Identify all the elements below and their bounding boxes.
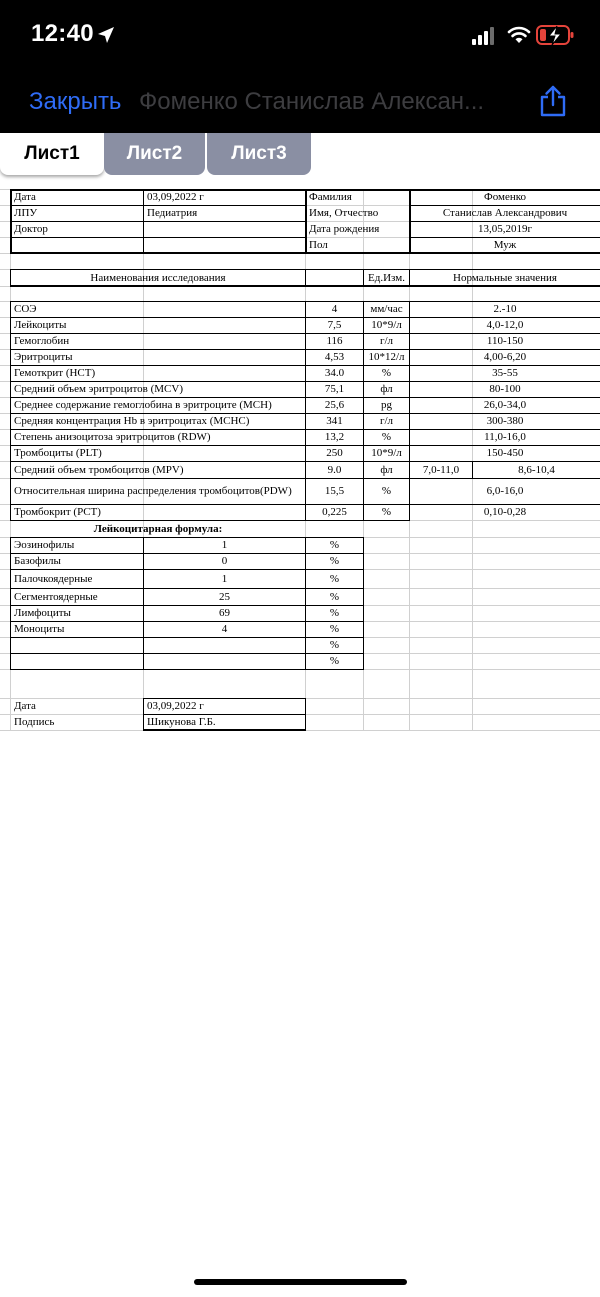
cell-border — [305, 698, 306, 731]
formula-row — [0, 621, 600, 637]
test-name[interactable]: Средний объем тромбоцитов (MPV) — [14, 463, 184, 476]
cell-border — [363, 269, 364, 286]
cell-border — [409, 269, 410, 286]
test-name[interactable]: Относительная ширина распределения тромбоцитов(PDW) — [14, 485, 292, 497]
test-value[interactable]: 116 — [326, 335, 343, 347]
formula-unit[interactable]: % — [329, 555, 340, 567]
cellular-signal-icon — [472, 27, 498, 45]
formula-row — [0, 537, 600, 553]
test-row — [0, 349, 600, 365]
test-name[interactable]: Эритроциты — [14, 351, 73, 363]
test-row — [0, 301, 600, 317]
header-value[interactable] — [144, 221, 305, 237]
cell-border — [10, 569, 364, 570]
formula-value[interactable]: 4 — [221, 623, 228, 635]
test-row — [0, 445, 600, 461]
formula-name[interactable] — [11, 653, 143, 669]
cell-border — [10, 269, 11, 286]
header-value[interactable]: 13,05,2019г — [477, 223, 532, 235]
header-label[interactable]: Имя, Отчество — [309, 207, 379, 219]
test-unit[interactable]: pg — [381, 399, 392, 411]
formula-row — [0, 553, 600, 569]
test-row — [0, 365, 600, 381]
formula-value[interactable] — [144, 637, 305, 653]
footer-label[interactable]: Дата — [14, 700, 36, 712]
formula-name[interactable]: Сегментоядерные — [14, 590, 98, 603]
cell-border — [143, 714, 306, 715]
formula-value[interactable]: 25 — [219, 590, 230, 603]
test-row — [0, 461, 600, 478]
footer-label[interactable]: Подпись — [14, 716, 55, 728]
formula-value[interactable] — [144, 653, 305, 669]
top-bar — [0, 0, 600, 133]
formula-unit[interactable]: % — [329, 607, 340, 619]
test-row — [0, 429, 600, 445]
test-name[interactable]: Лейкоциты — [14, 319, 67, 331]
cell-border — [10, 653, 364, 654]
test-value[interactable]: 25,6 — [324, 399, 345, 411]
test-row — [0, 397, 600, 413]
header-label[interactable]: ЛПУ — [14, 207, 38, 219]
header-value[interactable]: Муж — [493, 239, 517, 251]
formula-title[interactable]: Лейкоцитарная формула: — [93, 522, 223, 535]
formula-value[interactable]: 1 — [221, 539, 228, 551]
formula-row — [0, 653, 600, 669]
column-header-name[interactable]: Наименования исследования — [90, 272, 226, 284]
test-norm[interactable]: 110-150 — [486, 335, 524, 347]
test-name[interactable]: СОЭ — [14, 303, 37, 315]
footer-value[interactable]: 03,09,2022 г — [147, 700, 204, 712]
cell-border — [10, 553, 364, 554]
cell-border — [10, 588, 364, 589]
test-value[interactable]: 341 — [326, 415, 343, 427]
cell-border — [409, 237, 600, 238]
test-value[interactable]: 0,225 — [322, 506, 347, 518]
test-norm[interactable]: 8,6-10,4 — [518, 463, 555, 476]
cell-border — [10, 669, 364, 670]
test-unit[interactable]: % — [381, 367, 392, 379]
test-norm[interactable]: 11,0-16,0 — [484, 431, 526, 443]
tab-sheet1[interactable]: Лист1 — [0, 133, 104, 175]
column-header-row — [0, 270, 600, 286]
formula-unit[interactable]: % — [329, 655, 340, 667]
test-unit[interactable]: % — [381, 431, 392, 443]
test-unit[interactable]: фл — [380, 463, 393, 476]
test-name[interactable]: Средняя концентрация Hb в эритроцитах (MCHC) — [14, 415, 250, 427]
header-value[interactable]: Станислав Александрович — [442, 207, 568, 219]
formula-value[interactable]: 69 — [219, 607, 230, 619]
test-norm[interactable]: 4,0-12,0 — [486, 319, 524, 331]
header-label[interactable]: Дата рождения — [309, 223, 380, 235]
test-value[interactable]: 9.0 — [327, 463, 342, 476]
header-label[interactable]: Пол — [309, 239, 328, 251]
formula-row — [0, 637, 600, 653]
cell-border — [363, 301, 364, 520]
header-row — [0, 237, 600, 253]
wifi-icon — [506, 25, 532, 45]
cell-border — [10, 205, 306, 206]
footer-value[interactable]: Шикунова Г.Б. — [147, 716, 216, 728]
test-name[interactable]: Тромбокрит (PCT) — [14, 506, 101, 518]
cell-border — [472, 461, 473, 478]
formula-title-row — [0, 520, 600, 537]
header-label[interactable] — [11, 237, 143, 253]
formula-unit[interactable]: % — [329, 539, 340, 551]
test-norm[interactable]: 80-100 — [489, 383, 521, 395]
cell-border — [305, 537, 306, 670]
test-value[interactable]: 4,53 — [324, 351, 345, 363]
test-unit[interactable]: 10*12/л — [368, 351, 405, 363]
share-icon[interactable] — [538, 84, 568, 118]
document-title: Фоменко Станислав Алексан... — [139, 88, 485, 115]
test-value[interactable]: 13,2 — [324, 431, 345, 443]
test-norm[interactable]: 150-450 — [486, 447, 524, 459]
test-name[interactable]: Тромбоциты (PLT) — [14, 447, 102, 459]
test-value[interactable]: 4 — [331, 303, 338, 315]
test-norm[interactable]: 26,0-34,0 — [483, 399, 527, 411]
header-label[interactable]: Фамилия — [309, 191, 352, 203]
cell-border — [409, 205, 600, 206]
footer-row — [0, 698, 600, 714]
test-row — [0, 333, 600, 349]
header-value[interactable]: Педиатрия — [147, 207, 198, 219]
close-button[interactable]: Закрыть — [29, 88, 122, 115]
test-row — [0, 478, 600, 504]
formula-name[interactable]: Палочкоядерные — [14, 572, 93, 585]
test-name[interactable]: Гемоткрит (HCT) — [14, 367, 96, 379]
test-unit[interactable]: % — [381, 506, 392, 518]
cell-border — [10, 605, 364, 606]
column-header-norm[interactable]: Нормальные значения — [453, 272, 557, 284]
header-label[interactable]: Доктор — [14, 223, 48, 235]
formula-row — [0, 569, 600, 588]
test-value[interactable]: 75,1 — [324, 383, 345, 395]
header-value[interactable] — [144, 237, 305, 253]
test-norm[interactable]: 6,0-16,0 — [486, 485, 524, 497]
cell-border — [409, 221, 600, 222]
battery-low-charging-icon — [536, 24, 576, 46]
location-arrow-icon — [96, 25, 116, 45]
test-row — [0, 504, 600, 520]
home-indicator — [194, 1279, 407, 1285]
test-value[interactable]: 7,5 — [327, 319, 342, 331]
cell-border — [143, 698, 144, 731]
test-name[interactable]: Степень анизоцитоза эритроцитов (RDW) — [14, 431, 211, 443]
formula-row — [0, 605, 600, 621]
test-norm[interactable]: 0,10-0,28 — [483, 506, 527, 518]
test-norm[interactable]: 35-55 — [492, 367, 518, 379]
tab-sheet3[interactable]: Лист3 — [207, 133, 311, 175]
test-name[interactable]: Средний объем эритроцитов (MCV) — [14, 383, 184, 395]
formula-name[interactable]: Моноциты — [14, 623, 65, 635]
cell-border — [10, 301, 11, 520]
test-name[interactable]: Среднее содержание гемоглобина в эритроците (MCH) — [14, 399, 272, 411]
formula-value[interactable]: 1 — [221, 572, 228, 585]
formula-unit[interactable]: % — [329, 572, 340, 585]
cell-border — [10, 537, 364, 538]
test-value[interactable]: 250 — [326, 447, 343, 459]
test-unit[interactable]: г/л — [379, 415, 394, 427]
cell-border — [305, 301, 306, 520]
test-norm[interactable]: 7,0-11,0 — [422, 463, 460, 476]
sheet-tabs — [0, 133, 600, 177]
test-unit[interactable]: % — [381, 485, 392, 497]
status-time: 12:40 — [31, 20, 94, 47]
cell-border — [10, 237, 306, 238]
test-unit[interactable]: 10*9/л — [371, 319, 402, 331]
test-row — [0, 413, 600, 429]
test-row — [0, 381, 600, 397]
formula-name[interactable]: Базофилы — [14, 555, 61, 567]
cell-border — [363, 537, 364, 670]
test-unit[interactable]: мм/час — [370, 303, 403, 315]
formula-unit[interactable]: % — [329, 623, 340, 635]
formula-row — [0, 588, 600, 605]
test-norm[interactable]: 4,00-6,20 — [483, 351, 527, 363]
header-row — [0, 205, 600, 221]
footer-row — [0, 714, 600, 730]
tab-sheet2[interactable]: Лист2 — [104, 133, 205, 175]
formula-unit[interactable]: % — [329, 590, 340, 603]
header-row — [0, 221, 600, 237]
test-value[interactable]: 34.0 — [324, 367, 345, 379]
test-row — [0, 317, 600, 333]
header-value[interactable]: 03,09,2022 г — [147, 191, 204, 203]
cell-border — [10, 221, 306, 222]
test-unit[interactable]: фл — [380, 383, 393, 395]
header-value[interactable]: Фоменко — [484, 191, 526, 203]
formula-name[interactable]: Лимфоциты — [14, 607, 71, 619]
header-row — [0, 189, 600, 205]
cell-border — [10, 621, 364, 622]
cell-border — [143, 698, 306, 699]
test-value[interactable]: 15,5 — [324, 485, 345, 497]
test-norm[interactable]: 2.-10 — [493, 303, 517, 315]
test-unit[interactable]: г/л — [379, 335, 394, 347]
formula-value[interactable]: 0 — [221, 555, 228, 567]
test-unit[interactable]: 10*9/л — [371, 447, 402, 459]
header-label[interactable]: Дата — [14, 191, 36, 203]
formula-name[interactable] — [11, 637, 143, 653]
formula-unit[interactable]: % — [329, 639, 340, 651]
test-norm[interactable]: 300-380 — [486, 415, 524, 427]
cell-border — [305, 269, 306, 286]
cell-border — [10, 637, 364, 638]
column-header-unit[interactable]: Ед.Изм. — [368, 272, 405, 284]
cell-border — [10, 537, 11, 670]
cell-border — [409, 301, 410, 520]
cell-border — [143, 729, 306, 731]
test-name[interactable]: Гемоглобин — [14, 335, 70, 347]
cell-border — [143, 537, 144, 670]
formula-name[interactable]: Эозинофилы — [14, 539, 75, 551]
